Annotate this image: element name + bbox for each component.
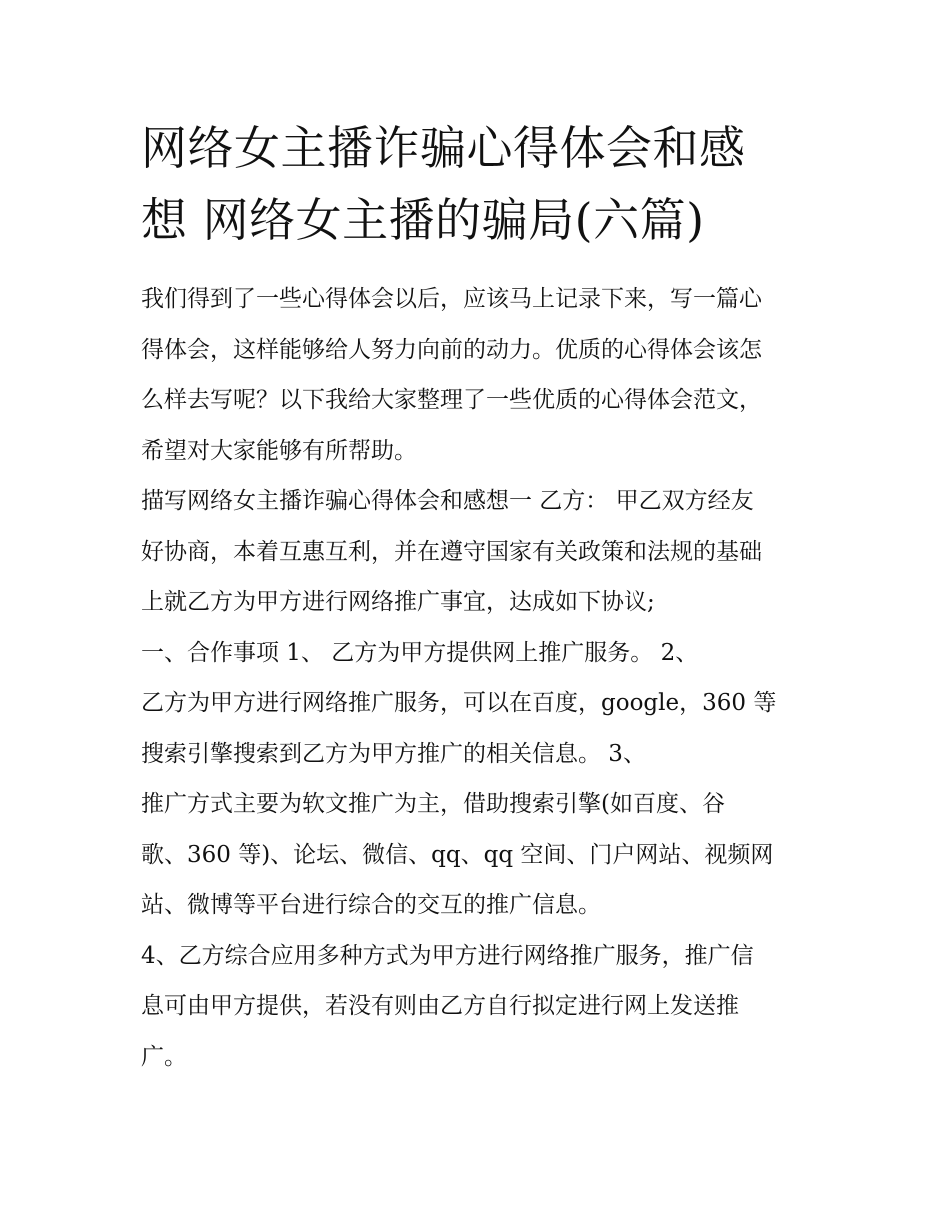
text-line: 好协商，本着互惠互利，并在遵守国家有关政策和法规的基础 [141,538,762,565]
title-line: 网络女主播诈骗心得体会和感 [141,121,746,175]
document-title [141,112,813,256]
text-line: 息可由甲方提供，若没有则由乙方自行拟定进行网上发送推 [141,993,739,1019]
text-line: 4、乙方综合应用多种方式为甲方进行网络推广服务，推广信 [141,942,754,969]
paragraph-agreement [141,476,813,628]
text-line: 么样去写呢？以下我给大家整理了一些优质的心得体会范文， [141,387,762,413]
text-line: 描写网络女主播诈骗心得体会和感想一 乙方： 甲乙双方经友 [141,488,754,514]
text-line: 一、合作事项 1、 乙方为甲方提供网上推广服务。 2、 [141,639,699,666]
text-line: 搜索引擎搜索到乙方为甲方推广的相关信息。 3、 [141,740,646,767]
paragraph-cooperation [141,628,813,931]
text-line: 希望对大家能够有所帮助。 [141,437,417,464]
text-line: 站、微博等平台进行综合的交互的推广信息。 [141,892,601,918]
document-content [141,112,813,1082]
text-line: 推广方式主要为软文推广为主，借助搜索引擎(如百度、谷 [141,791,725,817]
text-line: 我们得到了一些心得体会以后，应该马上记录下来，写一篇心 [141,286,762,312]
document-body [141,274,813,1082]
text-line: 广。 [141,1043,187,1070]
title-line: 想 网络女主播的骗局(六篇) [141,193,705,247]
paragraph-intro [141,274,813,476]
paragraph-clause-4 [141,931,813,1083]
text-line: 乙方为甲方进行网络推广服务，可以在百度，google，360 等 [141,690,777,716]
text-line: 歌、360 等)、论坛、微信、qq、qq 空间、门户网站、视频网 [141,841,774,868]
text-line: 得体会，这样能够给人努力向前的动力。优质的心得体会该怎 [141,336,762,363]
text-line: 上就乙方为甲方进行网络推广事宜，达成如下协议; [141,589,655,615]
